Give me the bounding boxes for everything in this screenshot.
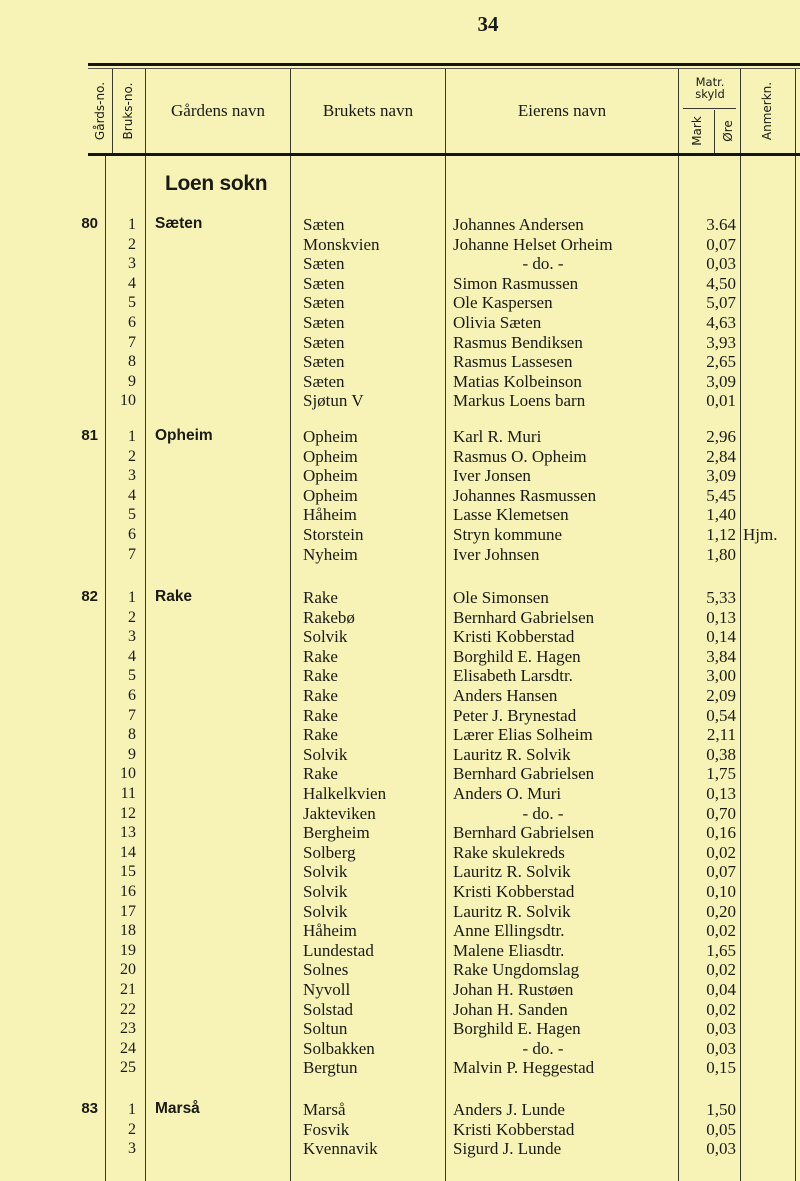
table-row xyxy=(0,588,800,608)
brukets-navn: Opheim xyxy=(303,485,358,505)
bruks-no: 5 xyxy=(128,294,136,312)
bruks-no: 1 xyxy=(128,589,136,606)
header-gardens-navn: Gårdens navn xyxy=(171,101,265,120)
eierens-navn: Matias Kolbeinson xyxy=(453,371,582,391)
eierens-navn: Lauritz R. Solvik xyxy=(453,901,571,921)
header-divider xyxy=(714,110,715,153)
matr-skyld: 3,09 xyxy=(706,466,736,486)
brukets-navn: Jakteviken xyxy=(303,803,376,823)
bruks-no: 2 xyxy=(128,1120,136,1138)
matr-skyld: 0,03 xyxy=(706,254,736,274)
eierens-navn: Anders O. Muri xyxy=(453,784,562,803)
matr-skyld: 1,80 xyxy=(706,544,736,564)
gardens-navn: Sæten xyxy=(155,215,203,232)
table-row xyxy=(0,466,800,486)
bruks-no: 20 xyxy=(120,961,136,979)
brukets-navn: Halkelkvien xyxy=(303,784,387,803)
eierens-navn: Lauritz R. Solvik xyxy=(453,862,571,882)
matr-skyld: 0,03 xyxy=(706,1139,736,1159)
gards-no: 83 xyxy=(81,1100,98,1117)
table-row xyxy=(0,980,800,1000)
brukets-navn: Sæten xyxy=(303,293,345,313)
eierens-navn: Stryn kommune xyxy=(453,525,563,544)
brukets-navn: Sæten xyxy=(303,215,345,234)
bruks-no: 6 xyxy=(128,526,136,543)
bruks-no: 11 xyxy=(120,785,136,802)
table-row xyxy=(0,1139,800,1159)
matr-skyld: 4,50 xyxy=(706,273,736,293)
matr-skyld: 0,01 xyxy=(706,391,736,411)
eierens-navn: Markus Loens barn xyxy=(453,391,586,411)
table-row xyxy=(0,372,800,392)
bruks-no: 15 xyxy=(120,863,136,881)
brukets-navn: Kvennavik xyxy=(303,1139,378,1159)
eierens-navn: Johanne Helset Orheim xyxy=(453,234,613,254)
table-row xyxy=(0,1000,800,1020)
matr-skyld: 3,09 xyxy=(706,371,736,391)
bruks-no: 9 xyxy=(128,372,136,390)
header-mark: Mark xyxy=(690,116,704,146)
matr-skyld: 0,10 xyxy=(706,882,736,901)
matr-skyld: 0,16 xyxy=(706,823,736,843)
matr-skyld: 2,11 xyxy=(706,725,736,745)
eierens-navn: Lærer Elias Solheim xyxy=(453,725,593,745)
bruks-no: 6 xyxy=(128,314,136,331)
bruks-no: 5 xyxy=(128,506,136,524)
matr-skyld: 1,65 xyxy=(706,940,736,960)
matr-skyld: 0,13 xyxy=(706,784,736,803)
gards-no: 80 xyxy=(81,215,98,232)
brukets-navn: Sæten xyxy=(303,352,345,372)
bruks-no: 13 xyxy=(120,824,136,842)
bruks-no: 8 xyxy=(128,353,136,371)
bruks-no: 8 xyxy=(128,726,136,744)
header-eierens-navn: Eierens navn xyxy=(517,101,607,120)
brukets-navn: Rake xyxy=(303,705,338,725)
table-row xyxy=(0,545,800,565)
bruks-no: 18 xyxy=(120,922,136,940)
eierens-navn: Anders J. Lunde xyxy=(453,1100,565,1119)
eierens-navn: Johannes Andersen xyxy=(453,215,584,234)
matr-skyld: 5,07 xyxy=(706,293,736,313)
table-row xyxy=(0,525,800,545)
brukets-navn: Sæten xyxy=(303,254,345,274)
brukets-navn: Solvik xyxy=(303,627,348,647)
matr-skyld: 3,93 xyxy=(706,332,736,352)
header-gards-no: Gårds-no. xyxy=(93,81,107,141)
eierens-navn: Ole Simonsen xyxy=(453,588,549,607)
brukets-navn: Håheim xyxy=(303,505,357,525)
bruks-no: 22 xyxy=(120,1000,136,1018)
header-anmerkn: Anmerkn. xyxy=(760,81,774,141)
matr-skyld: 0,54 xyxy=(706,705,736,725)
table-row xyxy=(0,505,800,525)
table-row xyxy=(0,486,800,506)
header-top-rule xyxy=(88,63,800,66)
bruks-no: 4 xyxy=(128,274,136,292)
brukets-navn: Rake xyxy=(303,725,338,745)
bruks-no: 5 xyxy=(128,667,136,685)
matr-skyld: 5,45 xyxy=(706,485,736,505)
brukets-navn: Solnes xyxy=(303,960,349,980)
bruks-no: 1 xyxy=(128,1101,136,1118)
table-row xyxy=(0,647,800,667)
brukets-navn: Opheim xyxy=(303,466,358,486)
brukets-navn: Bergheim xyxy=(303,823,370,843)
brukets-navn: Soltun xyxy=(303,1019,348,1039)
eierens-navn: Johan H. Rustøen xyxy=(453,980,574,999)
eierens-navn: Malene Eliasdtr. xyxy=(453,940,565,960)
bruks-no: 10 xyxy=(120,392,136,410)
table-row xyxy=(0,1019,800,1039)
matr-skyld: 2,84 xyxy=(706,446,736,466)
matr-skyld: 0,02 xyxy=(706,960,736,980)
matr-skyld: 0,14 xyxy=(706,627,736,647)
brukets-navn: Sæten xyxy=(303,332,345,352)
table-row xyxy=(0,333,800,353)
table-row xyxy=(0,447,800,467)
brukets-navn: Lundestad xyxy=(303,940,374,960)
table-row xyxy=(0,862,800,882)
table-row xyxy=(0,391,800,411)
brukets-navn: Solstad xyxy=(303,999,354,1019)
gardens-navn: Rake xyxy=(155,588,193,605)
brukets-navn: Sæten xyxy=(303,273,345,293)
bruks-no: 2 xyxy=(128,608,136,626)
table-row xyxy=(0,313,800,333)
header-divider xyxy=(678,69,679,153)
bruks-no: 3 xyxy=(128,255,136,273)
table-row xyxy=(0,352,800,372)
table-row xyxy=(0,274,800,294)
table-row xyxy=(0,608,800,628)
eierens-navn: Elisabeth Larsdtr. xyxy=(453,666,573,686)
matr-subdivider xyxy=(683,108,736,109)
eierens-navn: - do. - xyxy=(522,254,564,274)
eierens-navn: Anne Ellingsdtr. xyxy=(453,921,565,941)
table-row xyxy=(0,427,800,447)
matr-skyld: 0,03 xyxy=(706,1019,736,1039)
matr-skyld: 1,12 xyxy=(706,525,736,544)
eierens-navn: Johan H. Sanden xyxy=(453,999,568,1019)
eierens-navn: - do. - xyxy=(522,803,564,823)
table-row xyxy=(0,706,800,726)
matr-skyld: 2,09 xyxy=(706,686,736,705)
bruks-no: 3 xyxy=(128,628,136,646)
table-row xyxy=(0,823,800,843)
table-row xyxy=(0,784,800,804)
table-row xyxy=(0,666,800,686)
bruks-no: 1 xyxy=(128,216,136,233)
table-row xyxy=(0,745,800,765)
brukets-navn: Sjøtun V xyxy=(303,391,364,411)
bruks-no: 24 xyxy=(120,1039,136,1057)
table-row xyxy=(0,960,800,980)
brukets-navn: Solvik xyxy=(303,744,348,764)
bruks-no: 3 xyxy=(128,467,136,485)
brukets-navn: Rake xyxy=(303,666,338,686)
brukets-navn: Marså xyxy=(303,1100,346,1119)
header-divider xyxy=(112,69,113,153)
brukets-navn: Solvik xyxy=(303,862,348,882)
eierens-navn: Rake Ungdomslag xyxy=(453,960,580,980)
matr-skyld: 3,84 xyxy=(706,646,736,666)
table-row xyxy=(0,921,800,941)
bruks-no: 2 xyxy=(128,447,136,465)
brukets-navn: Rakebø xyxy=(303,607,355,627)
matr-skyld: 0,02 xyxy=(706,842,736,862)
brukets-navn: Sæten xyxy=(303,371,345,391)
bruks-no: 2 xyxy=(128,235,136,253)
eierens-navn: Rasmus Bendiksen xyxy=(453,332,583,352)
matr-skyld: 3,00 xyxy=(706,666,736,686)
gardens-navn: Opheim xyxy=(155,427,213,444)
matr-skyld: 0,07 xyxy=(706,234,736,254)
bruks-no: 21 xyxy=(120,981,136,998)
brukets-navn: Rake xyxy=(303,588,338,607)
brukets-navn: Storstein xyxy=(303,525,364,544)
eierens-navn: Johannes Rasmussen xyxy=(453,485,597,505)
table-row xyxy=(0,1100,800,1120)
matr-skyld: 1,50 xyxy=(706,1100,736,1119)
table-row xyxy=(0,1120,800,1140)
brukets-navn: Opheim xyxy=(303,427,358,446)
anmerkning: Hjm. xyxy=(743,525,778,544)
bruks-no: 23 xyxy=(120,1020,136,1038)
matr-skyld: 0,02 xyxy=(706,999,736,1019)
table-row xyxy=(0,902,800,922)
eierens-navn: Peter J. Brynestad xyxy=(453,705,577,725)
table-row xyxy=(0,843,800,863)
eierens-navn: Rasmus Lassesen xyxy=(453,352,573,372)
eierens-navn: Ole Kaspersen xyxy=(453,293,553,313)
matr-skyld: 0,13 xyxy=(706,607,736,627)
header-divider xyxy=(795,69,796,153)
eierens-navn: Rake skulekreds xyxy=(453,842,565,862)
brukets-navn: Rake xyxy=(303,686,338,705)
eierens-navn: Borghild E. Hagen xyxy=(453,1019,581,1039)
header-divider xyxy=(740,69,741,153)
bruks-no: 25 xyxy=(120,1059,136,1077)
matr-skyld: 0,03 xyxy=(706,1038,736,1058)
matr-skyld: 0,20 xyxy=(706,901,736,921)
table-row xyxy=(0,627,800,647)
table-row xyxy=(0,882,800,902)
brukets-navn: Håheim xyxy=(303,921,357,941)
matr-skyld: 0,07 xyxy=(706,862,736,882)
brukets-navn: Solbakken xyxy=(303,1038,375,1058)
bruks-no: 3 xyxy=(128,1140,136,1158)
table-row xyxy=(0,215,800,235)
matr-skyld: 0,05 xyxy=(706,1119,736,1139)
table-row xyxy=(0,1039,800,1059)
parish-heading: Loen sokn xyxy=(165,172,268,195)
table-row xyxy=(0,235,800,255)
eierens-navn: Olivia Sæten xyxy=(453,313,542,332)
table-row xyxy=(0,1058,800,1078)
matr-skyld: 0,02 xyxy=(706,921,736,941)
matr-skyld: 0,04 xyxy=(706,980,736,999)
header-bottom-rule xyxy=(88,153,800,156)
brukets-navn: Nyheim xyxy=(303,544,358,564)
eierens-navn: Bernhard Gabrielsen xyxy=(453,607,595,627)
matr-skyld: 1,75 xyxy=(706,764,736,784)
matr-skyld: 4,63 xyxy=(706,313,736,332)
eierens-navn: Kristi Kobberstad xyxy=(453,627,575,647)
matr-skyld: 1,40 xyxy=(706,505,736,525)
bruks-no: 7 xyxy=(128,706,136,724)
eierens-navn: Anders Hansen xyxy=(453,686,558,705)
matr-skyld: 2,65 xyxy=(706,352,736,372)
brukets-navn: Solvik xyxy=(303,901,348,921)
eierens-navn: Bernhard Gabrielsen xyxy=(453,764,595,784)
eierens-navn: Kristi Kobberstad xyxy=(453,882,575,901)
brukets-navn: Sæten xyxy=(303,313,345,332)
eierens-navn: Karl R. Muri xyxy=(453,427,542,446)
table-row xyxy=(0,764,800,784)
gardens-navn: Marså xyxy=(155,1100,200,1117)
brukets-navn: Opheim xyxy=(303,446,358,466)
bruks-no: 4 xyxy=(128,647,136,665)
table-row xyxy=(0,725,800,745)
eierens-navn: Iver Jonsen xyxy=(453,466,531,486)
table-row xyxy=(0,254,800,274)
bruks-no: 14 xyxy=(120,843,136,861)
eierens-navn: Iver Johnsen xyxy=(453,544,540,564)
header-brukets-navn: Brukets navn xyxy=(322,101,414,120)
eierens-navn: - do. - xyxy=(522,1038,564,1058)
matr-skyld: 0,70 xyxy=(706,803,736,823)
header-matr-skyld: Matr. skyld xyxy=(695,75,725,101)
table-row xyxy=(0,941,800,961)
bruks-no: 17 xyxy=(120,902,136,920)
table-row xyxy=(0,686,800,706)
brukets-navn: Bergtun xyxy=(303,1058,358,1078)
eierens-navn: Sigurd J. Lunde xyxy=(453,1139,562,1159)
gards-no: 82 xyxy=(81,588,98,605)
brukets-navn: Monskvien xyxy=(303,234,380,254)
eierens-navn: Malvin P. Heggestad xyxy=(453,1058,595,1078)
brukets-navn: Solvik xyxy=(303,882,348,901)
eierens-navn: Lasse Klemetsen xyxy=(453,505,569,525)
bruks-no: 7 xyxy=(128,333,136,351)
bruks-no: 6 xyxy=(128,687,136,704)
bruks-no: 1 xyxy=(128,428,136,445)
brukets-navn: Rake xyxy=(303,646,338,666)
bruks-no: 7 xyxy=(128,545,136,563)
eierens-navn: Bernhard Gabrielsen xyxy=(453,823,595,843)
header-ore: Øre xyxy=(721,120,735,142)
eierens-navn: Borghild E. Hagen xyxy=(453,646,581,666)
eierens-navn: Lauritz R. Solvik xyxy=(453,744,571,764)
eierens-navn: Rasmus O. Opheim xyxy=(453,446,587,466)
matr-skyld: 5,33 xyxy=(706,588,736,607)
brukets-navn: Fosvik xyxy=(303,1119,350,1139)
page-number: 34 xyxy=(477,12,499,36)
matr-skyld: 2,96 xyxy=(706,427,736,446)
matr-skyld: 0,38 xyxy=(706,744,736,764)
brukets-navn: Solberg xyxy=(303,842,356,862)
header-bruks-no: Bruks-no. xyxy=(121,82,135,140)
matr-skyld: 3.64 xyxy=(706,215,736,234)
bruks-no: 16 xyxy=(120,883,136,900)
brukets-navn: Nyvoll xyxy=(303,980,351,999)
bruks-no: 19 xyxy=(120,941,136,959)
bruks-no: 4 xyxy=(128,486,136,504)
matr-skyld: 0,15 xyxy=(706,1058,736,1078)
gards-no: 81 xyxy=(81,427,98,444)
table-row xyxy=(0,804,800,824)
bruks-no: 10 xyxy=(120,765,136,783)
brukets-navn: Rake xyxy=(303,764,338,784)
table-row xyxy=(0,293,800,313)
eierens-navn: Simon Rasmussen xyxy=(453,273,579,293)
eierens-navn: Kristi Kobberstad xyxy=(453,1119,575,1139)
bruks-no: 12 xyxy=(120,804,136,822)
bruks-no: 9 xyxy=(128,745,136,763)
